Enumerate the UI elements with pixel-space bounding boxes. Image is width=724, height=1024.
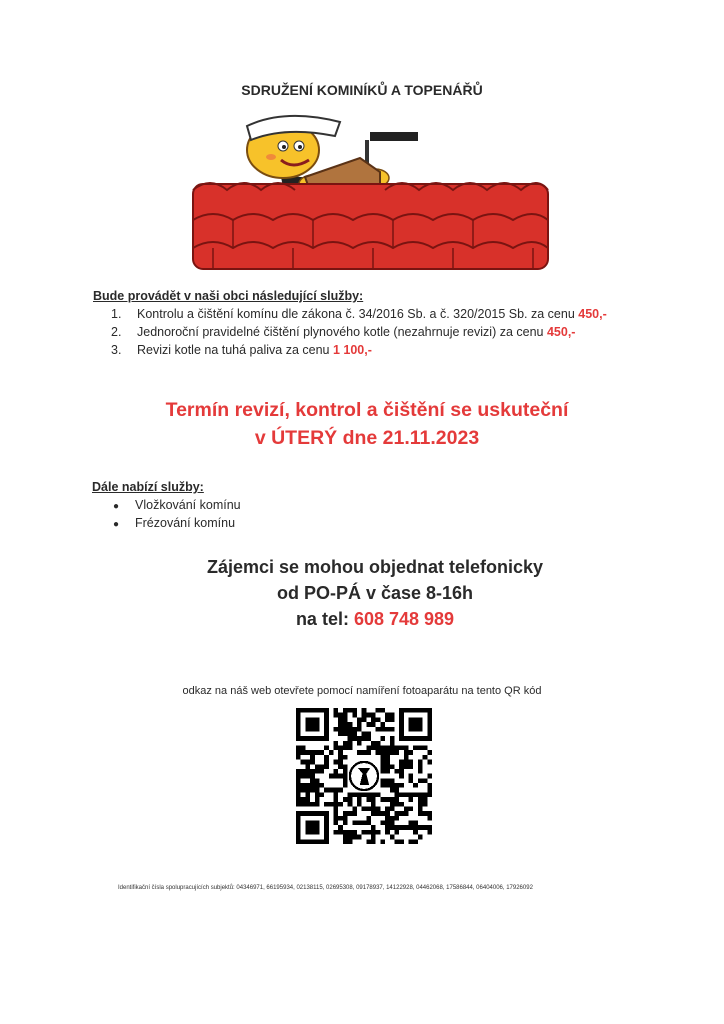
extra-service-text: Frézování komínu bbox=[135, 516, 236, 530]
extra-services-list bbox=[113, 496, 241, 532]
services-heading: Bude provádět v naši obci následující služby: bbox=[93, 289, 364, 303]
service-price: 450,- bbox=[578, 307, 607, 321]
announcement-date: v ÚTERÝ dne 21.11.2023 bbox=[254, 427, 480, 449]
service-price: 1 100,- bbox=[332, 343, 372, 357]
qr-code[interactable] bbox=[296, 708, 432, 844]
footer-ids: Identifikační čísla spolupracujících subjektů: 04346971, 66195934, 02138115, 02695308, 09178937, 14122928, 04462068, 17586844, 06404006, 17926092 bbox=[118, 885, 533, 891]
extra-service-text: Vložkování komínu bbox=[135, 498, 241, 512]
list-item bbox=[113, 496, 241, 514]
service-text: Jednoroční pravidelné čištění plynového kotle (nezahrnuje revizi) za cenu bbox=[137, 325, 547, 339]
extra-services-heading: Dále nabízí služby: bbox=[92, 480, 204, 494]
list-number: 3. bbox=[111, 343, 122, 357]
list-number: 2. bbox=[111, 325, 122, 339]
list-item bbox=[111, 341, 607, 359]
phone-label: na tel: bbox=[295, 609, 354, 629]
contact-hours: od PO-PÁ v čase 8-16h bbox=[276, 583, 474, 603]
service-text: Revizi kotle na tuhá paliva za cenu bbox=[137, 343, 333, 357]
service-price: 450,- bbox=[546, 325, 576, 339]
bullet-icon: ● bbox=[113, 519, 120, 530]
org-title: SDRUŽENÍ KOMINÍKŮ A TOPENÁŘŮ bbox=[241, 82, 483, 98]
qr-caption: odkaz na náš web otevřete pomocí namíření fotoaparátu na tento QR kód bbox=[182, 685, 542, 697]
contact-phone-line bbox=[0, 606, 724, 632]
list-number: 1. bbox=[111, 307, 122, 321]
announcement bbox=[0, 396, 724, 452]
list-item bbox=[111, 305, 607, 323]
announcement-line: Termín revizí, kontrol a čištění se uskuteční bbox=[165, 399, 569, 421]
chimney-sweep-illustration bbox=[185, 112, 555, 277]
service-text: Kontrolu a čištění komínu dle zákona č. 34/2016 Sb. a č. 320/2015 Sb. za cenu bbox=[137, 307, 579, 321]
list-item bbox=[113, 514, 241, 532]
services-list bbox=[111, 305, 607, 359]
contact-line: Zájemci se mohou objednat telefonicky bbox=[206, 557, 544, 577]
bullet-icon: ● bbox=[113, 501, 120, 512]
list-item bbox=[111, 323, 607, 341]
contact-block bbox=[0, 554, 724, 632]
phone-number[interactable]: 608 748 989 bbox=[353, 609, 455, 629]
